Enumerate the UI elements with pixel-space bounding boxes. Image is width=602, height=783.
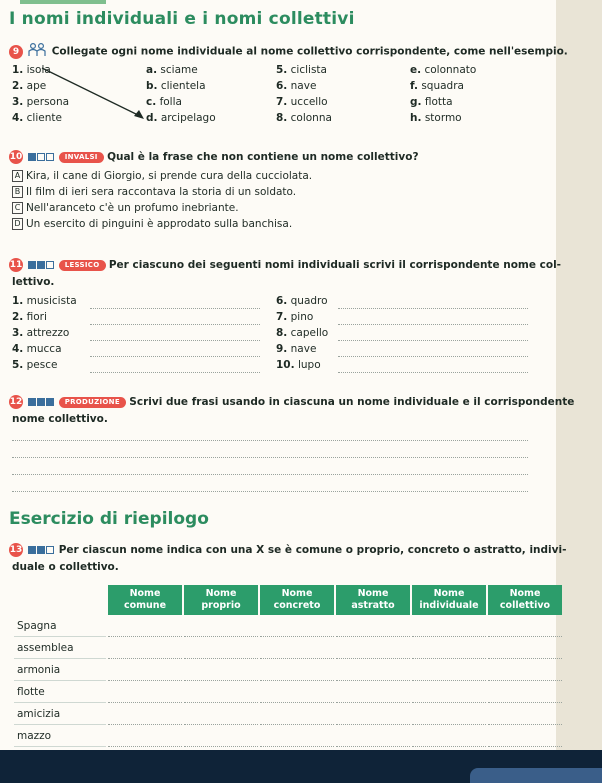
header-nome-proprio: Nome proprio <box>184 585 258 615</box>
table-cell[interactable] <box>108 616 182 637</box>
ex9-right-8: 8. colonna <box>276 112 332 124</box>
ex11-answer-9[interactable] <box>338 356 528 357</box>
table-cell[interactable] <box>260 682 334 703</box>
header-nome-individuale: Nome individuale <box>412 585 486 615</box>
ex9-far-g: g. flotta <box>410 96 453 108</box>
table-cell[interactable] <box>108 638 182 659</box>
ex11-answer-3[interactable] <box>90 340 260 341</box>
table-cell[interactable] <box>336 704 410 725</box>
exercise-number-badge: 11 <box>9 260 23 270</box>
exercise-13-header <box>9 543 566 557</box>
ex9-right-5: 5. ciclista <box>276 64 327 76</box>
difficulty-indicator <box>28 396 55 408</box>
header-nome-astratto: Nome astratto <box>336 585 410 615</box>
table-cell[interactable] <box>184 726 258 747</box>
ex11-item-9: 9. nave <box>276 343 317 355</box>
ex12-write-line-4[interactable] <box>12 491 528 492</box>
row-label: Spagna <box>14 616 106 637</box>
exercise-12-question: Scrivi due frasi usando in ciascuna un nome individuale e il corrispondente <box>129 396 575 408</box>
table-cell[interactable] <box>260 638 334 659</box>
ex11-answer-6[interactable] <box>338 308 528 309</box>
ex11-item-3: 3. attrezzo <box>12 327 70 339</box>
ex9-far-e: e. colonnato <box>410 64 477 76</box>
table-cell[interactable] <box>260 616 334 637</box>
exercise-number-badge: 10 <box>9 152 23 162</box>
table-cell[interactable] <box>336 726 410 747</box>
table-row <box>14 638 562 659</box>
ex11-item-10: 10. lupo <box>276 359 321 371</box>
ex12-write-line-2[interactable] <box>12 457 528 458</box>
header-nome-collettivo: Nome collettivo <box>488 585 562 615</box>
row-label: armonia <box>14 660 106 681</box>
exercise-tag: PRODUZIONE <box>59 397 126 408</box>
ex9-far-f: f. squadra <box>410 80 464 92</box>
table-cell[interactable] <box>260 726 334 747</box>
exercise-12-question-cont: nome collettivo. <box>12 413 108 425</box>
exercise-10-header <box>9 150 419 164</box>
header-nome-concreto: Nome concreto <box>260 585 334 615</box>
ex11-answer-4[interactable] <box>90 356 260 357</box>
section-title: Esercizio di riepilogo <box>9 509 209 529</box>
table-cell[interactable] <box>412 682 486 703</box>
row-label: flotte <box>14 682 106 703</box>
table-row <box>14 660 562 681</box>
table-cell[interactable] <box>108 726 182 747</box>
ex12-write-line-1[interactable] <box>12 440 528 441</box>
table-cell[interactable] <box>412 704 486 725</box>
ex10-option-a[interactable]: A Kira, il cane di Giorgio, si prende cura della cucciolata. <box>12 170 312 182</box>
table-cell[interactable] <box>108 704 182 725</box>
ex9-mid-d: d. arcipelago <box>146 112 216 124</box>
table-row <box>14 704 562 725</box>
table-cell[interactable] <box>336 638 410 659</box>
ex11-item-1: 1. musicista <box>12 295 77 307</box>
table-cell[interactable] <box>184 638 258 659</box>
exercise-12-header <box>9 395 574 409</box>
page-title: I nomi individuali e i nomi collettivi <box>9 9 355 29</box>
table-cell[interactable] <box>488 660 562 681</box>
exercise-9-instruction: Collegate ogni nome individuale al nome collettivo corrispondente, come nell'esempio. <box>51 45 568 58</box>
ex9-right-6: 6. nave <box>276 80 317 92</box>
table-cell[interactable] <box>488 616 562 637</box>
ex11-item-5: 5. pesce <box>12 359 58 371</box>
ex9-left-4: 4. cliente <box>12 112 62 124</box>
difficulty-indicator <box>28 151 55 163</box>
exercise-number-badge: 12 <box>9 397 23 407</box>
ex12-write-line-3[interactable] <box>12 474 528 475</box>
exercise-11-question: Per ciascuno dei seguenti nomi individuali scrivi il corrispondente nome col- <box>108 259 562 271</box>
table-cell[interactable] <box>260 660 334 681</box>
ex11-answer-2[interactable] <box>90 324 260 325</box>
table-cell[interactable] <box>108 660 182 681</box>
exercise-tag: LESSICO <box>59 260 106 271</box>
ex9-mid-b: b. clientela <box>146 80 206 92</box>
ex11-answer-1[interactable] <box>90 308 260 309</box>
table-cell[interactable] <box>412 726 486 747</box>
ex11-answer-7[interactable] <box>338 324 528 325</box>
table-row <box>14 726 562 747</box>
table-cell[interactable] <box>184 616 258 637</box>
ex11-item-7: 7. pino <box>276 311 314 323</box>
table-cell[interactable] <box>412 638 486 659</box>
exercise-number-badge: 9 <box>9 45 23 59</box>
ex11-item-4: 4. mucca <box>12 343 62 355</box>
header-nome-comune: Nome comune <box>108 585 182 615</box>
table-cell[interactable] <box>184 660 258 681</box>
classification-table <box>12 584 564 748</box>
table-cell[interactable] <box>412 660 486 681</box>
table-cell[interactable] <box>488 704 562 725</box>
ex9-left-3: 3. persona <box>12 96 70 108</box>
exercise-9-header <box>9 43 568 60</box>
table-cell[interactable] <box>336 660 410 681</box>
table-cell[interactable] <box>336 616 410 637</box>
difficulty-indicator <box>28 544 55 556</box>
ex11-answer-8[interactable] <box>338 340 528 341</box>
table-row <box>14 682 562 703</box>
table-corner <box>14 585 106 615</box>
pair-work-icon <box>28 43 46 60</box>
ex9-right-7: 7. uccello <box>276 96 328 108</box>
ex10-option-d[interactable]: D Un esercito di pinguini è approdato sulla banchisa. <box>12 218 292 230</box>
top-accent-strip <box>20 0 106 4</box>
table-cell[interactable] <box>336 682 410 703</box>
table-cell[interactable] <box>108 682 182 703</box>
ex9-left-2: 2. ape <box>12 80 47 92</box>
exercise-10-question: Qual è la frase che non contiene un nome collettivo? <box>107 151 419 163</box>
difficulty-indicator <box>28 259 55 271</box>
table-cell[interactable] <box>260 704 334 725</box>
ex11-item-2: 2. fiori <box>12 311 47 323</box>
table-cell[interactable] <box>488 638 562 659</box>
row-label: amicizia <box>14 704 106 725</box>
ex11-item-6: 6. quadro <box>276 295 328 307</box>
ex11-answer-10[interactable] <box>338 372 528 373</box>
exercise-tag: INVALSI <box>59 152 104 163</box>
table-cell[interactable] <box>488 682 562 703</box>
table-cell[interactable] <box>488 726 562 747</box>
bottom-tab <box>470 768 602 783</box>
row-label: assemblea <box>14 638 106 659</box>
table-cell[interactable] <box>184 704 258 725</box>
exercise-11-header <box>9 258 561 272</box>
ex9-left-1: 1. isola <box>12 64 51 76</box>
exercise-number-badge: 13 <box>9 545 23 555</box>
ex10-option-c[interactable]: C Nell'aranceto c'è un profumo inebriante. <box>12 202 239 214</box>
ex9-mid-c: c. folla <box>146 96 182 108</box>
ex11-answer-5[interactable] <box>90 372 260 373</box>
exercise-11-question-cont: lettivo. <box>12 276 55 288</box>
ex10-option-b[interactable]: B Il film di ieri sera raccontava la storia di un soldato. <box>12 186 296 198</box>
row-label: mazzo <box>14 726 106 747</box>
table-cell[interactable] <box>184 682 258 703</box>
table-header-row <box>14 585 562 615</box>
table-cell[interactable] <box>412 616 486 637</box>
ex9-mid-a: a. sciame <box>146 64 198 76</box>
table-row <box>14 616 562 637</box>
ex11-item-8: 8. capello <box>276 327 329 339</box>
ex9-far-h: h. stormo <box>410 112 462 124</box>
exercise-13-question: Per ciascun nome indica con una X se è comune o proprio, concreto o astratto, indivi- <box>58 544 567 556</box>
exercise-13-question-cont: duale o collettivo. <box>12 561 119 573</box>
